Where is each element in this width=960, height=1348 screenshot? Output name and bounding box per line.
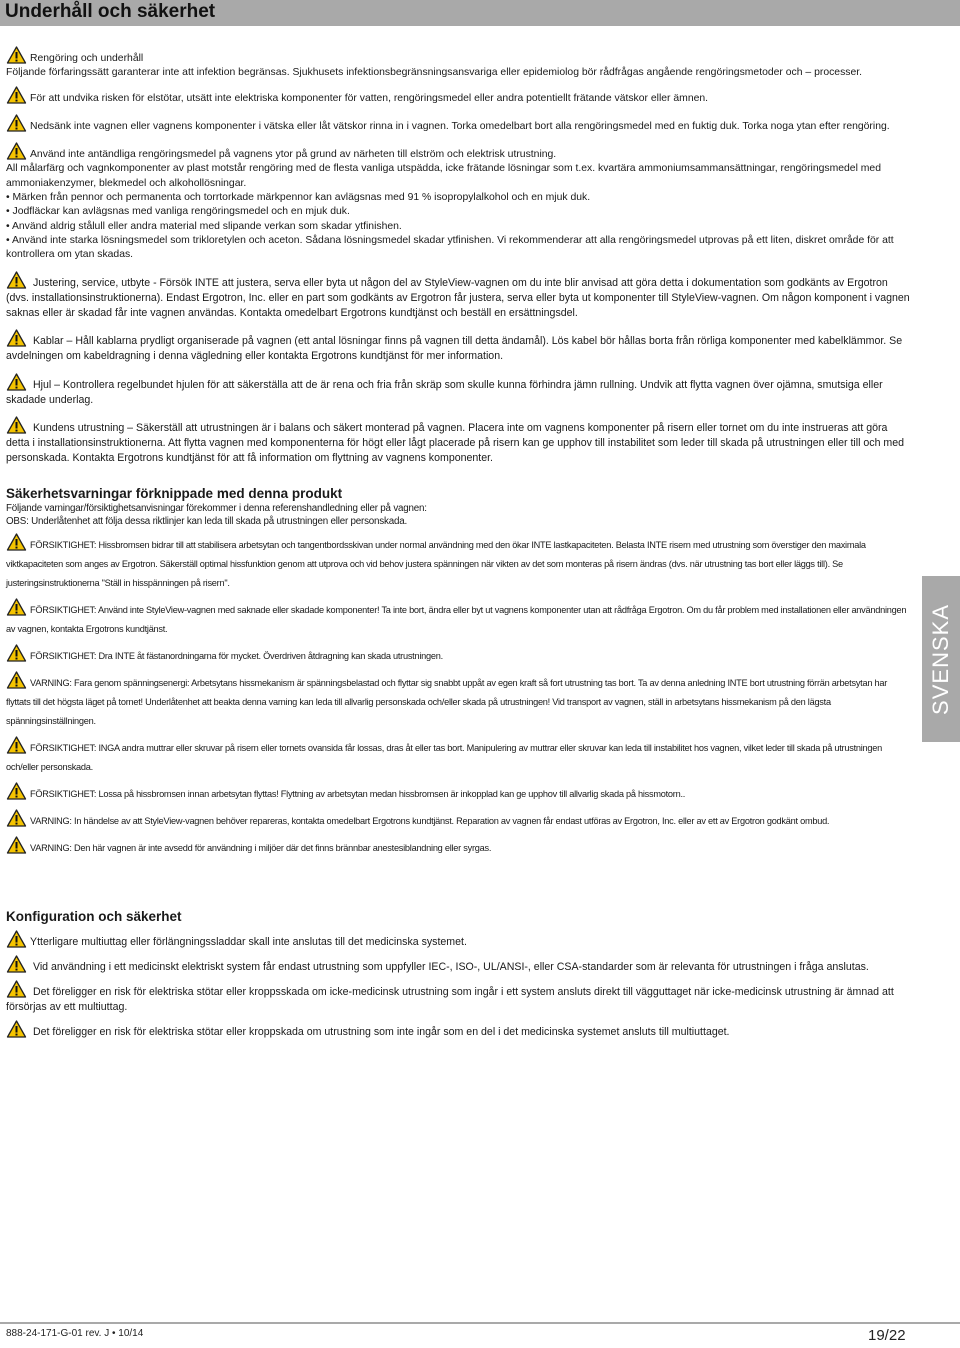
config-section-title: Konfiguration och säkerhet	[6, 908, 182, 924]
warning-flammable	[6, 142, 911, 162]
language-label: SVENSKA	[928, 603, 953, 715]
page-content	[6, 46, 911, 1041]
cables-paragraph	[6, 329, 911, 364]
language-side-tab	[922, 576, 960, 742]
warning-triangle-icon	[6, 1020, 27, 1038]
cleaning-intro: Följande förfaringssätt garanterar inte att infektion begränsas. Sjukhusets infektionsbegränsningsansvariga eller epidemiolog bör rådfrågas angående rengöringsmetoder och – processer.	[6, 67, 863, 79]
page-number: 19/22	[868, 1327, 906, 1344]
warning-triangle-icon	[6, 930, 27, 948]
safety-intro: Följande varningar/försiktighetsanvisningar förekommer i denna referenshandledning eller på vagnen:	[6, 502, 427, 514]
safety-warning-item: FÖRSIKTIGHET: Hissbromsen bidrar till att stabilisera arbetsytan och tangentbordsskivan under normal användning med den ökar INTE lastkapaciteten. Belasta INTE risern med utrustning som överstiger den maximala viktkapaciteten som anges av Ergotron. Säkerställ optimal hissfunktion genom att utprova och vid behov justera spänningen när vikten av det som monteras på risern ändras (dvs. när utrustning tas bort eller läggs till). Se justeringsinstruktionerna "Ställ in hisspänningen på risern".	[6, 533, 911, 593]
adjust-text: Justering, service, utbyte - Försök INTE att justera, serva eller byta ut någon del av StyleView-vagnen om du inte blir anvisad att göra detta i dokumentation som godkänts av Ergotron (dvs. installationsinstruktionerna). Endast Ergotron, Inc. eller en part som godkänts av Ergotron får justera, serva eller byta ut komponenter till StyleView-vagnen. Om någon komponent i vagnen saknas eller är skadad får inte vagnen användas. Kontakta omedelbart Ergotrons kundtjänst och beställ en ersättningsdel.	[6, 276, 910, 319]
warning-triangle-icon	[6, 329, 27, 347]
config-item: Det föreligger en risk för elektriska stötar eller kroppskada om utrustning som inte ingår som en del i det medicinska systemet ansluts till multiuttaget.	[6, 1020, 911, 1040]
equipment-paragraph	[6, 416, 911, 467]
wheels-text: Hjul – Kontrollera regelbundet hjulen för att säkerställa att de är rena och fria från skräp som skulle kunna förhindra jämn rullning. Undvik att flytta vagnen över ojämna, smutsiga eller skadade underlag.	[6, 378, 883, 406]
cables-text: Kablar – Håll kablarna prydligt organiserade på vagnen (ett antal lösningar finns på vagnen till detta ändamål). Lös kabel bör hållas borta från rörliga komponenter med kabelklämmor. Se avdelningen om kabeldragning i denna vägledning eller kontakta Ergotrons kundtjänst för mer information.	[6, 335, 903, 363]
warning-triangle-icon	[6, 271, 27, 289]
warning-triangle-icon	[6, 644, 27, 662]
safety-warning-item: FÖRSIKTIGHET: Använd inte StyleView-vagnen med saknade eller skadade komponenter! Ta inte bort, ändra eller byt ut vagnens komponenter utan att rådfråga Ergotron. Om du får problem med installationen eller användningen av vagnen, kontakta Ergotrons kundtjänst.	[6, 598, 911, 639]
safety-warning-item: VARNING: Den här vagnen är inte avsedd för användning i miljöer där det finns brännbar anestesiblandning eller syrgas.	[6, 836, 911, 858]
warning-triangle-icon	[6, 980, 27, 998]
warning-triangle-icon	[6, 416, 27, 434]
config-item: Ytterligare multiuttag eller förlängningssladdar skall inte anslutas till det medicinska systemet.	[6, 930, 911, 950]
warning-immerse	[6, 114, 911, 134]
bullet-item: • Jodfläckar kan avlägsnas med vanliga rengöringsmedel och en mjuk duk.	[6, 206, 350, 218]
warning-triangle-icon	[6, 671, 27, 689]
safety-warning-item: FÖRSIKTIGHET: INGA andra muttrar eller skruvar på risern eller tornets ovansida får lossas, dras åt eller tas bort. Manipulering av muttrar eller skruvar kan leda till instabilitet hos vagnen, vilket leder till skada på utrustningen och/eller personskada.	[6, 736, 911, 777]
warning-triangle-icon	[6, 736, 27, 754]
safety-warning-item: FÖRSIKTIGHET: Dra INTE åt fästanordningarna för mycket. Överdriven åtdragning kan skada utrustningen.	[6, 644, 911, 666]
warning-triangle-icon	[6, 782, 27, 800]
warning-triangle-icon	[6, 46, 27, 64]
document-code: 888-24-171-G-01 rev. J • 10/14	[6, 1328, 144, 1339]
bullet-item: • Använd inte starka lösningsmedel som trikloretylen och aceton. Sådana lösningsmedel skadar ytfinishen. Vi rekommenderar att alla rengöringsmedel utprovas på ett liten, diskret område för att kontrollera om ytan skadas.	[6, 234, 894, 261]
warning-triangle-icon	[6, 836, 27, 854]
safety-section-title: Säkerhetsvarningar förknippade med denna produkt	[6, 485, 343, 501]
warning-triangle-icon	[6, 809, 27, 827]
bullet-item: • Märken från pennor och permanenta och torrtorkade märkpennor kan avlägsnas med 91 % isopropylalkohol och en mjuk duk.	[6, 192, 591, 204]
config-item: Vid användning i ett medicinskt elektriskt system får endast utrustning som uppfyller IEC-, ISO-, UL/ANSI-, eller CSA-standarder som är relevanta för utrustningen i fråga anslutas.	[6, 955, 911, 975]
cleaning-heading-row	[6, 46, 911, 66]
wheels-paragraph	[6, 373, 911, 408]
warning-electric-text: För att undvika risken för elstötar, utsätt inte elektriska komponenter för vatten, rengöringsmedel eller andra potentiellt frätande vätskor eller ämnen.	[30, 92, 709, 104]
cleaning-heading: Rengöring och underhåll	[30, 53, 144, 64]
warning-triangle-icon	[6, 533, 27, 551]
safety-warning-item: VARNING: Fara genom spänningsenergi: Arbetsytans hissmekanism är spänningsbelastad och flyttar sig snabbt uppåt av egen kraft så fort utrustning tas bort. Ta av denna anledning INTE bort utrustning förrän arbetsytan har flyttats till det högsta läget på tornet! Underlåtenhet att beakta denna varning kan leda till allvarlig personskada och/eller skada på utrustningen! Vid transport av vagnen, ställ in arbetsytans hissmekanism på den lägsta spänningsinställningen.	[6, 671, 911, 731]
page-title: Underhåll och säkerhet	[5, 1, 216, 22]
safety-warning-item: VARNING: In händelse av att StyleView-vagnen behöver repareras, kontakta omedelbart Ergotrons kundtjänst. Reparation av vagnen får endast utföras av Ergotron, Inc. eller av ett av Ergotron godkänt ombud.	[6, 809, 911, 831]
warning-triangle-icon	[6, 373, 27, 391]
warning-triangle-icon	[6, 86, 27, 104]
warning-triangle-icon	[6, 598, 27, 616]
equipment-text: Kundens utrustning – Säkerställ att utrustningen är i balans och säkert monterad på vagnen. Placera inte om vagnens komponenter på risern eller tornet om du inte instrueras att göra detta i installationsinstruktionerna. Att flytta vagnen med komponenterna för högt eller lågt placerade på risern kan ge upphov till instabilitet som leder till skada på utrustningen eller till och med personskada. Kontakta Ergotrons kundtjänst för att få information om flyttning av vagnens komponenter.	[6, 421, 905, 465]
warning-triangle-icon	[6, 955, 27, 973]
bullet-item: • Använd aldrig stålull eller andra material med slipande verkan som skadar ytfinishen.	[6, 220, 402, 232]
warning-electric	[6, 86, 911, 106]
safety-obs: OBS: Underlåtenhet att följa dessa riktlinjer kan leda till skada på utrustningen eller personskada.	[6, 515, 407, 527]
adjust-paragraph	[6, 271, 911, 322]
warning-immerse-text: Nedsänk inte vagnen eller vagnens komponenter i vätska eller låt vätskor rinna in i vagnen. Torka omedelbart bort alla rengöringsmedel med en fuktig duk. Torka noga ytan efter rengöring.	[30, 120, 890, 132]
paint-note: All målarfärg och vagnkomponenter av plast motstår rengöring med de flesta vanliga utspädda, icke frätande lösningar som t.ex. kvartära ammoniumsammansättningar, rengöringsmedel med ammoniakenzymer, blekmedel och alkohollösningar.	[6, 163, 881, 189]
safety-warning-item: FÖRSIKTIGHET: Lossa på hissbromsen innan arbetsytan flyttas! Flyttning av arbetsytan medan hissbromsen är inkopplad kan ge upphov till allvarlig skada på hissmotorn..	[6, 782, 911, 804]
footer-rule	[0, 1322, 960, 1324]
config-item: Det föreligger en risk för elektriska stötar eller kroppsskada om icke-medicinsk utrustning som ingår i ett system ansluts direkt till vägguttaget när icke-medicinsk utrustning är ämnad att försörjas av ett multiuttag.	[6, 980, 911, 1015]
warning-triangle-icon	[6, 142, 27, 160]
warning-flammable-text: Använd inte antändliga rengöringsmedel på vagnens ytor på grund av närheten till elström och elektrisk utrustning.	[30, 149, 557, 161]
warning-triangle-icon	[6, 114, 27, 132]
